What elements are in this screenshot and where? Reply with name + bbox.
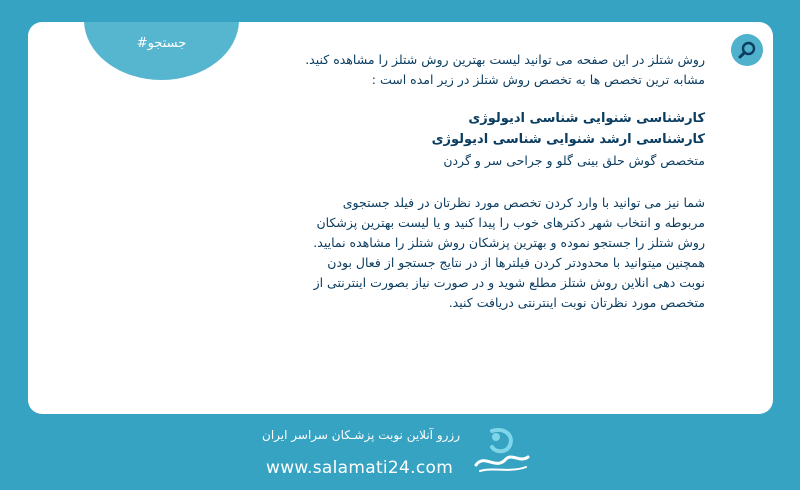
specialty-link[interactable]: کارشناسی شنوایی شناسی ادیولوژی bbox=[468, 111, 705, 126]
intro-text: روش شتلز در این صفحه می توانید لیست بهترین روش شتلز را مشاهده کنید. bbox=[305, 52, 705, 67]
salamati-logo[interactable] bbox=[470, 423, 532, 481]
search-icon bbox=[737, 40, 757, 60]
footer-url[interactable]: www.salamati24.com bbox=[266, 458, 454, 478]
page-content bbox=[305, 50, 705, 313]
body-paragraph: همچنین میتوانید با محدودتر کردن فیلترها از در نتایج جستجو از فعال بودن نوبت دهی انلاین روش شتلز مطلع شوید و در صورت نیاز بصورت اینترنتی از متخصص مورد نظرتان نوبت اینترنتی دریافت کنید. bbox=[313, 255, 705, 310]
body-paragraph: شما نیز می توانید با وارد کردن تخصص مورد نظرتان در فیلد جستجوی مربوطه و انتخاب شهر دکترهای خوب را پیدا کنید و یا لیست بهترین پزشکان روش شتلز را جستجو نموده و بهترین پزشکان روش شتلز را مشاهده نمایید. bbox=[313, 195, 705, 250]
search-button[interactable] bbox=[731, 34, 763, 66]
content-card bbox=[28, 22, 773, 414]
search-tag-label: #جستجو bbox=[136, 36, 187, 51]
salamati-logo-icon bbox=[470, 423, 532, 477]
specialty-link[interactable]: متخصص گوش حلق بینی گلو و جراحی سر و گردن bbox=[443, 153, 705, 168]
search-tag[interactable] bbox=[84, 22, 239, 80]
specialty-link[interactable]: کارشناسی ارشد شنوایی شناسی ادیولوژی bbox=[431, 132, 705, 147]
footer-tagline: رزرو آنلاین نوبت پزشـکان سراسر ایران bbox=[262, 428, 460, 442]
intro-similar-text: مشابه ترین تخصص ها به تخصص روش شتلز در زیر امده است : bbox=[371, 72, 705, 87]
